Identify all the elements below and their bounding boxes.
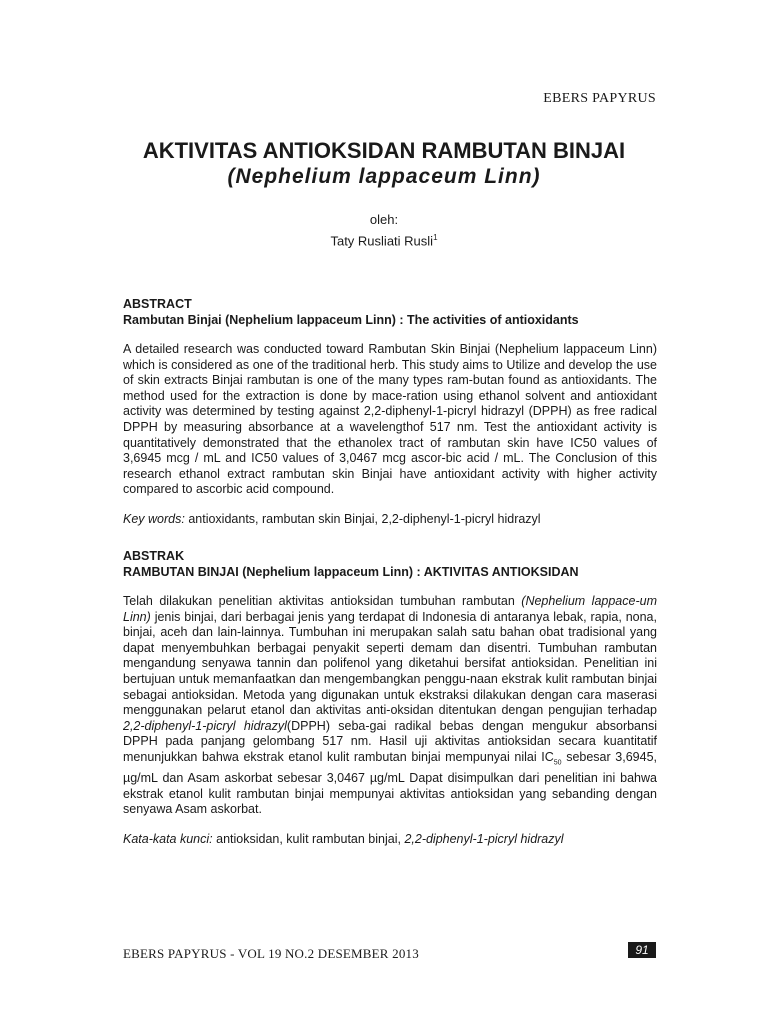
abstrak-text-2: jenis binjai, dari berbagai jenis yang terdapat di Indonesia di antaranya lebak, rapia, nona, binjai, aceh dan lain-lainnya. Tumbuhan ini merupakan salah satu bahan obat tradisional yang dapat menyembuhkan berbagai penyakit seperti demam dan disentri. Tumbuhan rambutan mengandung senyawa tannin dan polifenol yang diketahui bersifat antioksidan. Penelitian ini bertujuan untuk memanfaatkan dan mengembangkan penggu-naan ekstrak kulit rambutan binjai sebagai antioksidan. Metoda yang digunakan untuk ekstraksi dilakukan dengan cara maserasi menggunakan pelarut etanol dan aktivitas anti-oksidan ditentukan dengan pengujian terhadap (123, 609, 657, 718)
author-footnote-mark: 1 (433, 233, 438, 242)
abstrak-section (123, 548, 657, 847)
abstrak-dpph-italic: 2,2-diphenyl-1-picryl hidrazyl (123, 718, 287, 733)
keywords (123, 512, 657, 528)
abstrak-heading: ABSTRAK (123, 549, 185, 563)
byline (0, 211, 768, 250)
article-subtitle: (Nephelium lappaceum Linn) (227, 165, 541, 188)
author-line (0, 229, 768, 250)
by-label: oleh: (369, 212, 399, 227)
abstrak-text-1: Telah dilakukan penelitian aktivitas antioksidan tumbuhan rambutan (123, 594, 515, 608)
article-title: AKTIVITAS ANTIOKSIDAN RAMBUTAN BINJAI (142, 138, 626, 163)
kata-kunci-label: Kata-kata kunci: (123, 831, 213, 846)
ic-subscript: 50 (553, 759, 562, 767)
abstrak-species-italic: (Nephelium lappace-um Linn) (123, 594, 657, 624)
footer-journal-info: EBERS PAPYRUS - VOL 19 NO.2 DESEMBER 2013 (123, 946, 419, 961)
kata-kunci-italic: 2,2-diphenyl-1-picryl hidrazyl (404, 831, 564, 846)
author-name: Taty Rusliati Rusli (330, 233, 434, 249)
abstrak-text-4: sebesar 3,6945, µg/mL dan Asam askorbat sebesar 3,0467 µg/mL Dapat disimpulkan dari penelitian ini bahwa ekstrak etanol kulit rambutan binjai mempunyai aktivitas antioksidan yang sebanding dengan senyawa Asam askorbat. (123, 749, 657, 817)
abstrak-subheading: RAMBUTAN BINJAI (Nephelium lappaceum Linn) : AKTIVITAS ANTIOKSIDAN (123, 565, 579, 579)
kata-kunci (123, 832, 657, 848)
page-number: 91 (628, 942, 656, 958)
abstract-subheading: Rambutan Binjai (Nephelium lappaceum Linn) : The activities of antioxidants (123, 313, 579, 327)
abstrak-body (123, 594, 657, 818)
abstract-heading: ABSTRACT (123, 297, 192, 311)
journal-header: EBERS PAPYRUS (543, 91, 656, 106)
kata-kunci-text: antioksidan, kulit rambutan binjai, (216, 831, 401, 846)
keywords-label: Key words: (123, 511, 185, 526)
abstract-body: A detailed research was conducted toward Rambutan Skin Binjai (Nephelium lappaceum Linn) which is considered as one of the traditional herb. This study aims to Utilize and develop the use of skin extracts Binjai rambutan is one of the many types ram-butan found as antioxidants. The method used for the extraction is done by mace-ration using ethanol solvent and antioxidant activity was determined by testing against 2,2-diphenyl-1-picryl hidrazyl (DPPH) as free radical DPPH by measuring absorbance at a wavelengthof 517 nm. Test the antioxidant activity is quantitatively demonstrated that the ethanolex tract of rambutan skin have IC50 values of 3,6945 mcg / mL and IC50 values of 3,0467 mcg ascor-bic acid / mL. The Conclusion of this research ethanol extract rambutan skin Binjai have antioxidant activity with higher activity compared to ascorbic acid compound. (123, 342, 657, 497)
abstrak-text-3: (DPPH) seba-gai radikal bebas dengan mengukur absorbansi DPPH pada panjang gelombang 517 nm. Hasil uji aktivitas antioksidan secara kuantitatif menunjukkan bahwa ekstrak etanol kulit rambutan binjai mempunyai nilai IC (123, 718, 657, 764)
abstract-section (123, 296, 657, 528)
keywords-text: antioxidants, rambutan skin Binjai, 2,2-diphenyl-1-picryl hidrazyl (188, 511, 541, 526)
